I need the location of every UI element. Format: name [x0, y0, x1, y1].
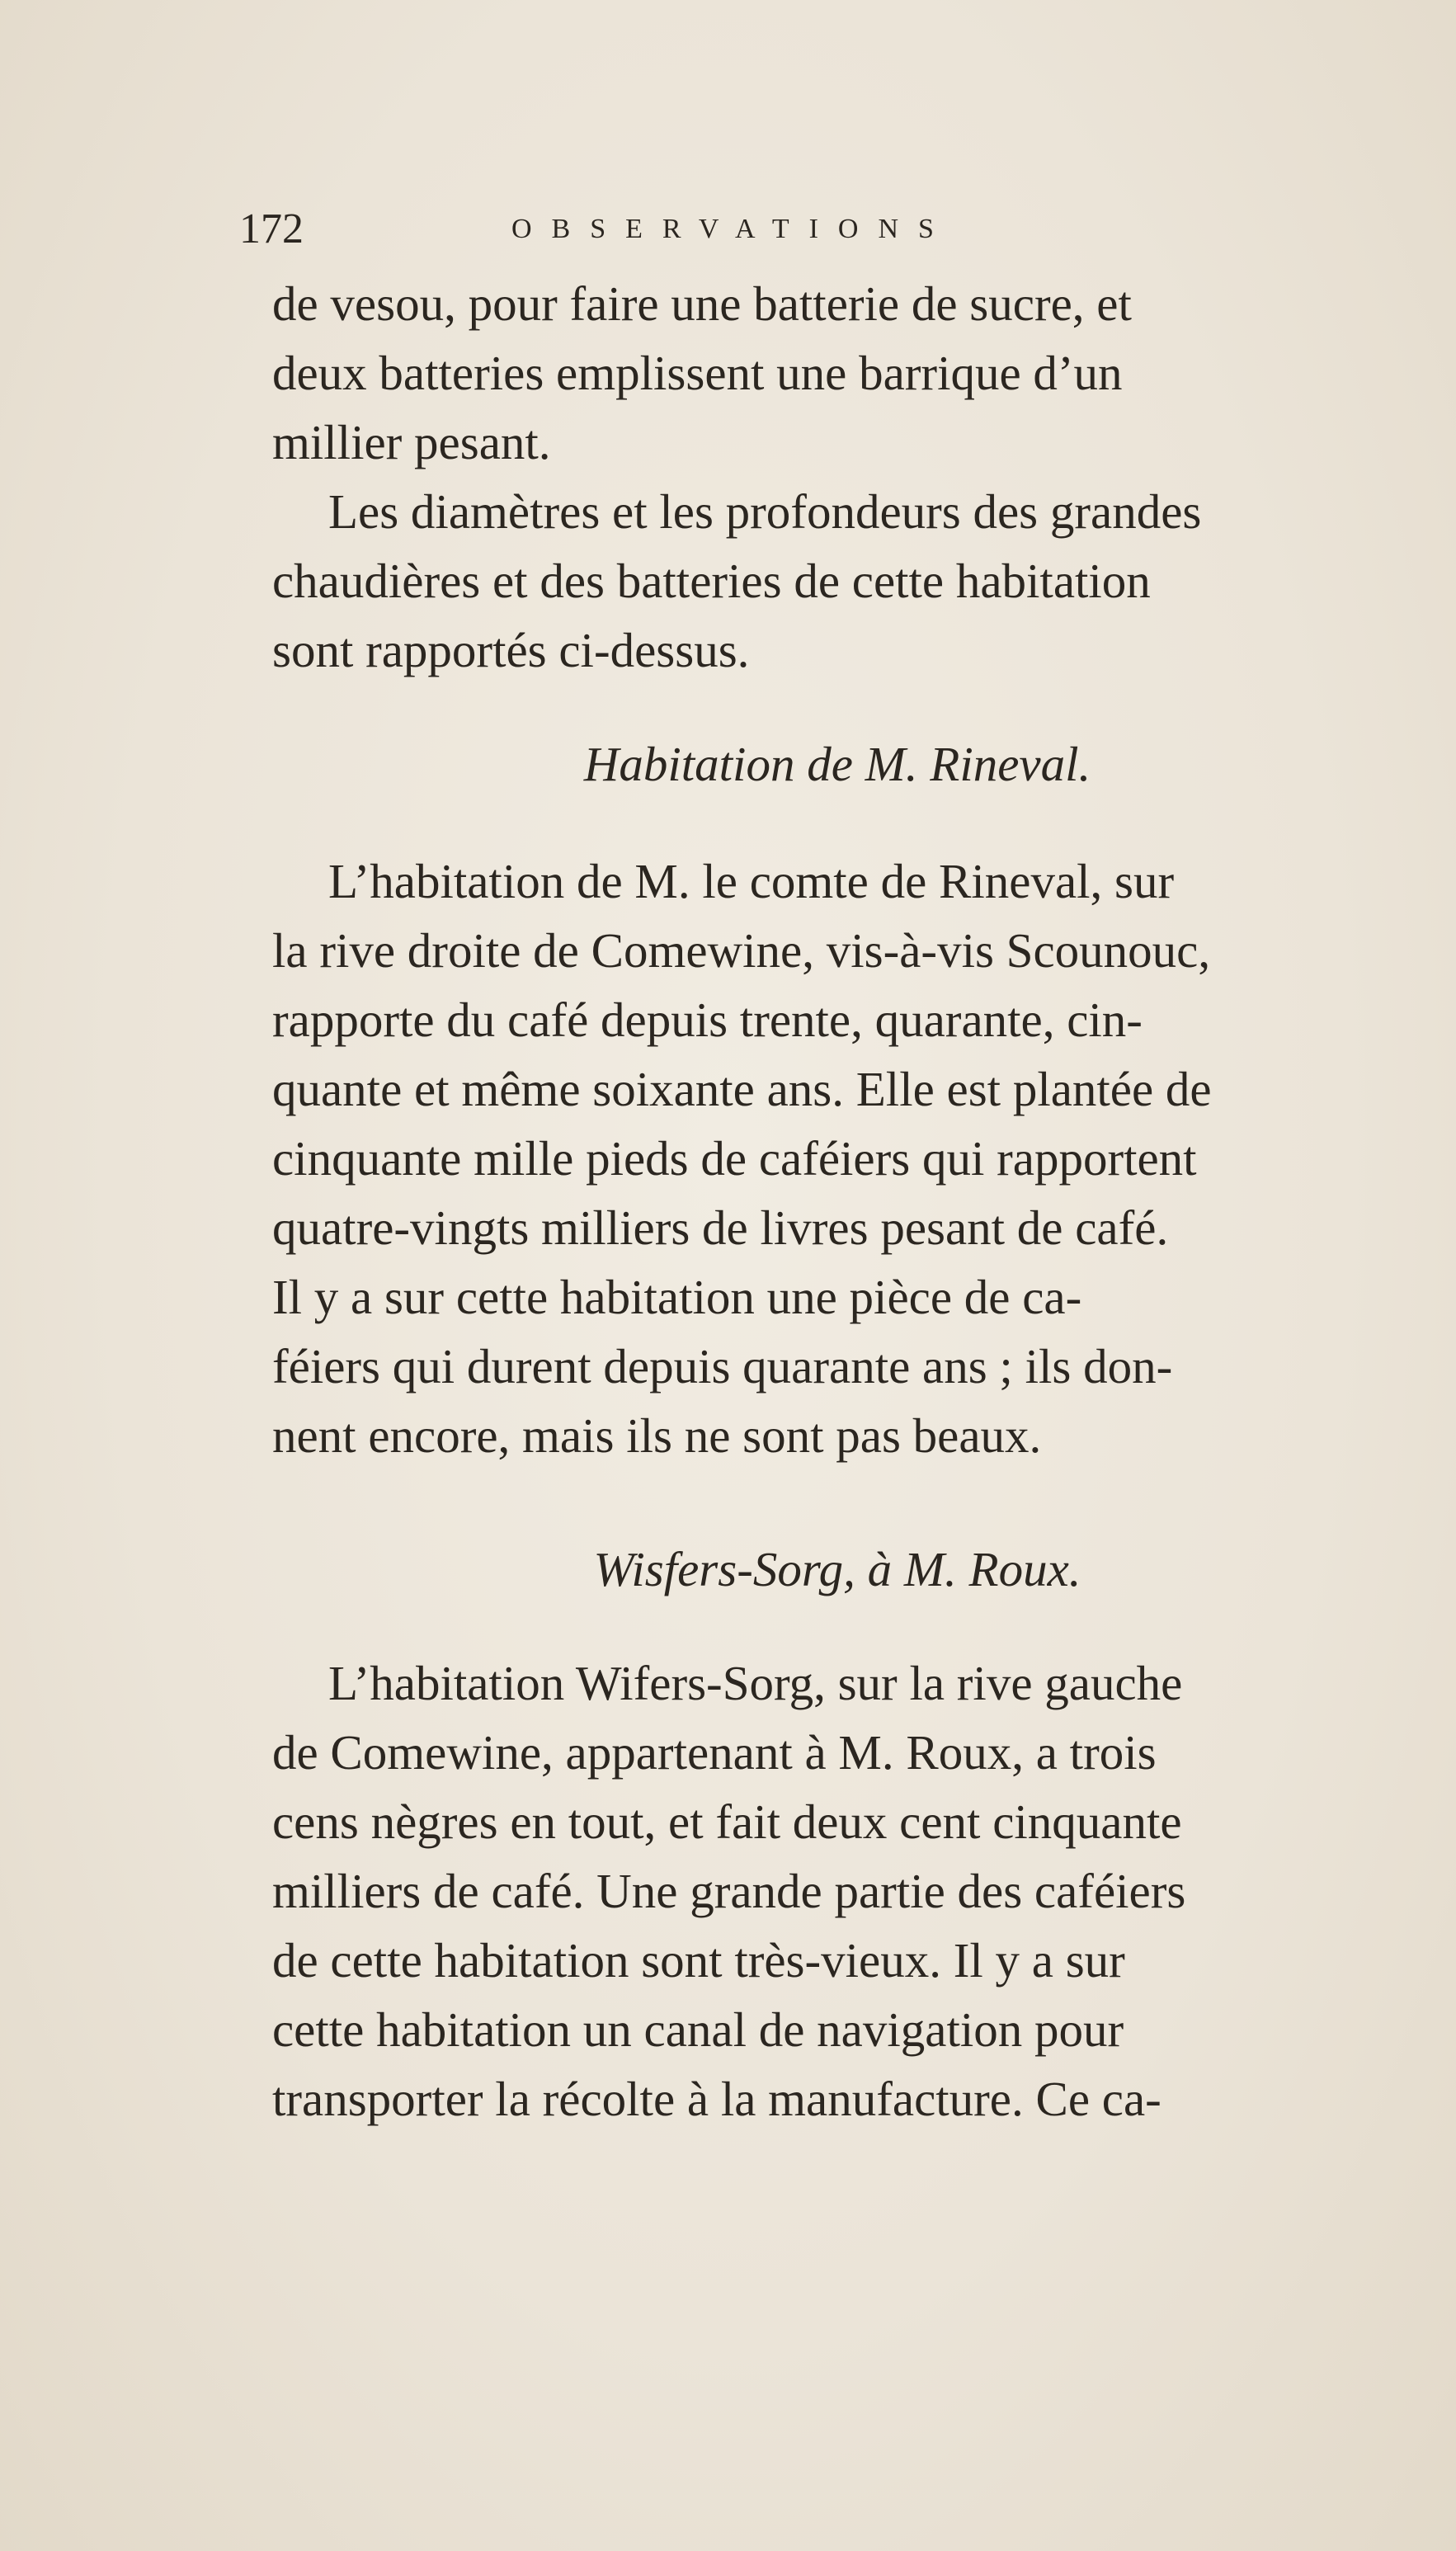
text-line: quatre-vingts milliers de livres pesant de café. [272, 1200, 1169, 1255]
paragraph-1 [272, 269, 1402, 477]
paragraph-2 [272, 477, 1402, 685]
text-line: cens nègres en tout, et fait deux cent cinquante [272, 1794, 1182, 1849]
page-header [239, 196, 1147, 262]
text-line: de cette habitation sont très-vieux. Il y a sur [272, 1933, 1125, 1988]
running-title: OBSERVATIONS [511, 214, 954, 244]
text-line: L’habitation Wifers-Sorg, sur la rive gauche [328, 1656, 1183, 1710]
text-line: Les diamètres et les profondeurs des grandes [328, 484, 1202, 539]
text-line: transporter la récolte à la manufacture. Ce ca- [272, 2072, 1162, 2126]
page-number: 172 [239, 205, 304, 252]
text-line: de vesou, pour faire une batterie de sucre, et [272, 276, 1132, 331]
paragraph-3 [272, 846, 1402, 1470]
text-line: sont rapportés ci-dessus. [272, 623, 750, 677]
section-heading-wisfers-sorg: Wisfers-Sorg, à M. Roux. [593, 1542, 1081, 1596]
text-line: de Comewine, appartenant à M. Roux, a trois [272, 1725, 1157, 1780]
text-line: cette habitation un canal de navigation pour [272, 2002, 1124, 2057]
text-line: deux batteries emplissent une barrique d’un [272, 346, 1123, 400]
text-line: la rive droite de Comewine, vis-à-vis Scounouc, [272, 923, 1211, 978]
text-line: nent encore, mais ils ne sont pas beaux. [272, 1408, 1042, 1463]
text-line: milliers de café. Une grande partie des caféiers [272, 1864, 1186, 1918]
text-line: Il y a sur cette habitation une pièce de ca- [272, 1270, 1082, 1324]
text-line: chaudières et des batteries de cette habitation [272, 554, 1151, 608]
section-heading-rineval: Habitation de M. Rineval. [583, 737, 1091, 791]
text-line: cinquante mille pieds de caféiers qui rapportent [272, 1131, 1197, 1186]
paragraph-4 [272, 1648, 1402, 2134]
text-line: féiers qui durent depuis quarante ans ; ils don- [272, 1339, 1173, 1393]
text-line: rapporte du café depuis trente, quarante, cin- [272, 993, 1143, 1047]
text-line: L’habitation de M. le comte de Rineval, sur [328, 854, 1175, 908]
body-text [272, 269, 1402, 2134]
text-line: millier pesant. [272, 415, 551, 469]
text-line: quante et même soixante ans. Elle est plantée de [272, 1062, 1212, 1116]
